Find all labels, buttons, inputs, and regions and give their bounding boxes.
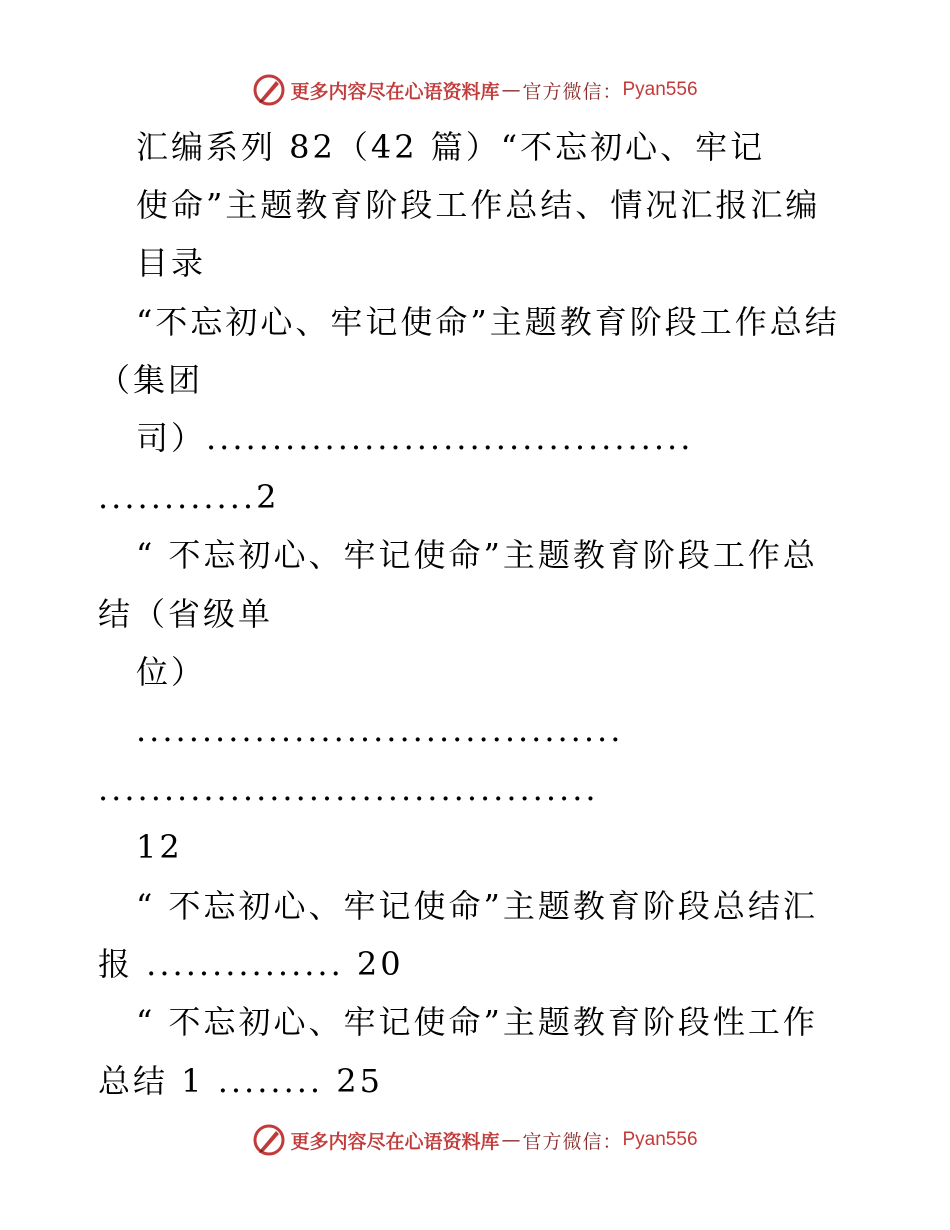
- toc-entry-4-line-2: 总结 1 ........ 25: [98, 1062, 383, 1100]
- toc-entry-1-line-4: ............2: [98, 478, 280, 516]
- toc-heading: 目录: [136, 244, 207, 282]
- banner-separator: —: [501, 79, 521, 101]
- doc-title-line-1: 汇编系列 82（42 篇）“不忘初心、牢记: [136, 128, 766, 166]
- banner-wechat-id: Pyan556: [622, 79, 698, 100]
- banner-wechat-id: Pyan556: [622, 1129, 698, 1150]
- toc-entry-2-line-3: 位）: [136, 653, 207, 691]
- toc-entry-2-line-5: ......................................: [98, 770, 599, 808]
- banner-text: 更多内容尽在心语资料库: [290, 80, 500, 103]
- toc-entry-2-line-1: “ 不忘初心、牢记使命”主题教育阶段工作总: [136, 536, 818, 574]
- doc-title-line-2: 使命”主题教育阶段工作总结、情况汇报汇编: [136, 186, 821, 224]
- toc-entry-2-line-6: 12: [136, 828, 183, 866]
- banner-separator: —: [501, 1129, 521, 1151]
- toc-entry-2-line-4: .....................................: [136, 711, 624, 749]
- banner-wechat-label: 官方微信：: [522, 1130, 623, 1153]
- footer-banner: [0, 1120, 950, 1160]
- toc-entry-4-line-1: “ 不忘初心、牢记使命”主题教育阶段性工作: [136, 1003, 818, 1041]
- toc-entry-1-line-1: “不忘初心、牢记使命”主题教育阶段工作总结: [136, 303, 840, 341]
- toc-entry-2-line-2: 结（省级单: [98, 595, 274, 633]
- toc-entry-1-line-3: 司）.....................................: [136, 419, 694, 457]
- pen-logo-icon: [252, 1123, 286, 1157]
- toc-entry-1-line-2: （集团: [98, 361, 204, 399]
- toc-entry-3-line-1: “ 不忘初心、牢记使命”主题教育阶段总结汇: [136, 887, 818, 925]
- banner-wechat-label: 官方微信：: [522, 80, 623, 103]
- toc-entry-3-line-2: 报 ............... 20: [98, 945, 404, 983]
- banner-text: 更多内容尽在心语资料库: [290, 1130, 500, 1153]
